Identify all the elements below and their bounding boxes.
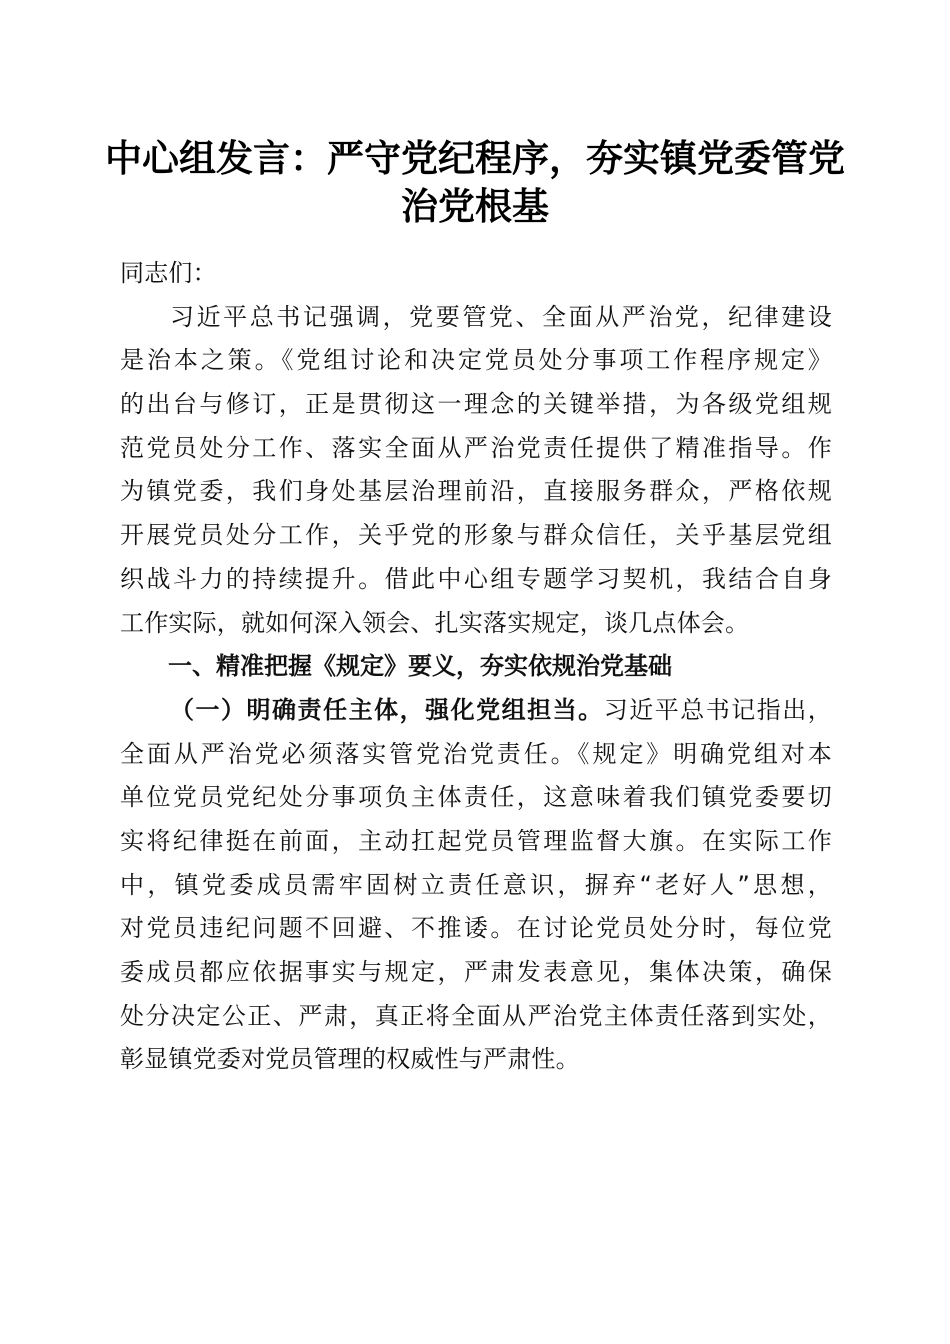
intro-line: 开展党员处分工作，关乎党的形象与群众信任，关乎基层党组 [120, 521, 832, 550]
section-line: 彰显镇党委对党员管理的权威性与严肃性。 [120, 1045, 580, 1074]
section-line: 单位党员党纪处分事项负主体责任，这意味着我们镇党委要切 [120, 783, 832, 812]
intro-line: 工作实际，就如何深入领会、扎实落实规定，谈几点体会。 [120, 608, 750, 637]
section-line: 委成员都应依据事实与规定，严肃发表意见，集体决策，确保 [120, 958, 832, 986]
subsection-heading: （一）明确责任主体，强化党组担当。 [170, 695, 604, 724]
intro-line: 习近平总书记强调，党要管党、全面从严治党，纪律建设 [170, 302, 832, 331]
document-body [120, 252, 832, 1082]
subsection-first-line-text: 习近平总书记指出， [603, 695, 832, 724]
intro-line: 织战斗力的持续提升。借此中心组专题学习契机，我结合自身 [120, 564, 832, 593]
intro-line: 是治本之策。《党组讨论和决定党员处分事项工作程序规定》 [120, 346, 832, 375]
intro-line: 为镇党委，我们身处基层治理前沿，直接服务群众，严格依规 [120, 477, 832, 506]
section-line: 全面从严治党必须落实管党治党责任。《规定》明确党组对本 [120, 739, 832, 768]
intro-line: 范党员处分工作、落实全面从严治党责任提供了精准指导。作 [120, 433, 832, 462]
section-line: 处分决定公正、严肃，真正将全面从严治党主体责任落到实处， [120, 1001, 832, 1030]
section-line: 对党员违纪问题不回避、不推诿。在讨论党员处分时，每位党 [120, 914, 832, 943]
intro-line: 的出台与修订，正是贯彻这一理念的关键举措，为各级党组规 [120, 390, 832, 419]
section-line: 实将纪律挺在前面，主动扛起党员管理监督大旗。在实际工作 [120, 826, 832, 855]
page-title [100, 134, 850, 230]
section-heading: 一、精准把握《规定》要义，夯实依规治党基础 [168, 652, 672, 681]
subsection-first-line [120, 689, 832, 733]
title-line-1: 中心组发言：严守党纪程序，夯实镇党委管党 [105, 136, 845, 180]
title-line-2: 治党根基 [401, 184, 549, 228]
section-line: 中，镇党委成员需牢固树立责任意识，摒弃“老好人”思想， [120, 870, 832, 899]
salutation: 同志们： [120, 259, 217, 287]
